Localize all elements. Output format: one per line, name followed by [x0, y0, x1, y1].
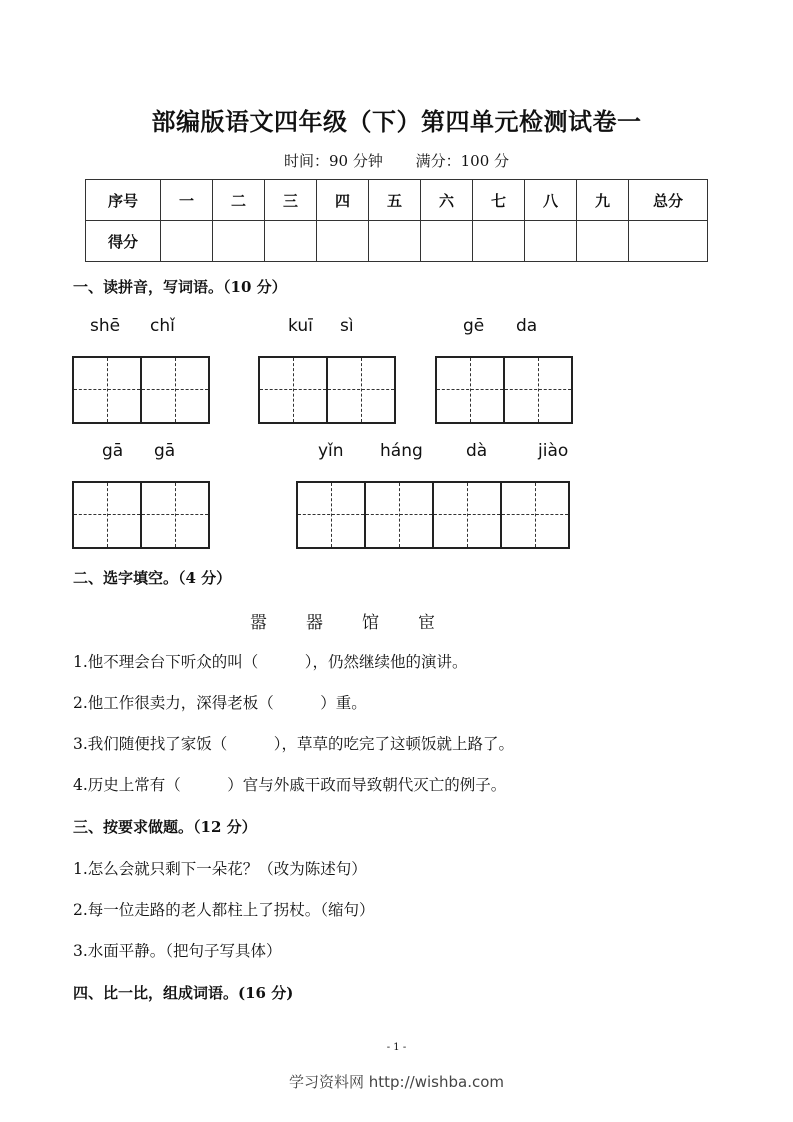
pinyin-syllable: gā — [102, 441, 124, 461]
pinyin-syllable: shē — [90, 316, 121, 336]
score-cell[interactable] — [161, 221, 213, 262]
writing-cell[interactable] — [260, 358, 328, 422]
writing-cell[interactable] — [502, 483, 568, 547]
score-table — [85, 179, 708, 262]
score-header-cell: 序号 — [86, 180, 161, 221]
section-3-heading: 三、按要求做题。（12 分） — [73, 818, 257, 836]
pinyin-syllable: gā — [154, 441, 176, 461]
score-header-cell: 二 — [213, 180, 265, 221]
writing-cell[interactable] — [298, 483, 366, 547]
writing-grid[interactable] — [258, 356, 396, 424]
score-header-cell: 三 — [265, 180, 317, 221]
question-item: 3.我们随便找了家饭（ ），草草的吃完了这顿饭就上路了。 — [73, 735, 515, 753]
writing-cell[interactable] — [505, 358, 571, 422]
pinyin-syllable: gē — [463, 316, 485, 336]
watermark-text: 学习资料网 http://wishba.com — [289, 1073, 504, 1091]
score-cell[interactable] — [525, 221, 577, 262]
score-cell[interactable] — [213, 221, 265, 262]
question-item: 2.他工作很卖力，深得老板（ ）重。 — [73, 694, 367, 712]
writing-cell[interactable] — [142, 483, 208, 547]
writing-grid[interactable] — [72, 481, 210, 549]
writing-grid[interactable] — [435, 356, 573, 424]
score-header-cell: 八 — [525, 180, 577, 221]
writing-cell[interactable] — [366, 483, 434, 547]
question-item: 3.水面平静。（把句子写具体） — [73, 942, 282, 960]
writing-grid[interactable] — [296, 481, 570, 549]
writing-grid[interactable] — [72, 356, 210, 424]
page-title: 部编版语文四年级（下）第四单元检测试卷一 — [151, 107, 642, 136]
choice-character: 器 — [306, 613, 323, 633]
full-score: 满分：100 分 — [415, 152, 510, 170]
pinyin-syllable: háng — [380, 441, 423, 461]
writing-cell[interactable] — [328, 358, 394, 422]
question-item: 1.怎么会就只剩下一朵花？（改为陈述句） — [73, 860, 367, 878]
score-header-cell: 九 — [577, 180, 629, 221]
writing-cell[interactable] — [142, 358, 208, 422]
score-header-cell: 七 — [473, 180, 525, 221]
score-header-cell: 六 — [421, 180, 473, 221]
section-4-heading: 四、比一比，组成词语。(16 分) — [73, 984, 294, 1002]
choice-character: 馆 — [362, 613, 379, 633]
pinyin-syllable: dà — [466, 441, 488, 461]
question-item: 4.历史上常有（ ）官与外戚干政而导致朝代灭亡的例子。 — [73, 776, 507, 794]
score-header-cell: 五 — [369, 180, 421, 221]
pinyin-syllable: yǐn — [318, 441, 344, 461]
score-cell[interactable] — [629, 221, 708, 262]
time-limit: 时间：90 分钟 — [283, 152, 383, 170]
score-cell[interactable] — [421, 221, 473, 262]
writing-cell[interactable] — [74, 483, 142, 547]
choice-character: 嚣 — [250, 613, 267, 633]
pinyin-syllable: sì — [340, 316, 354, 336]
writing-cell[interactable] — [434, 483, 502, 547]
score-table-score-row — [86, 221, 708, 262]
score-cell[interactable] — [577, 221, 629, 262]
score-header-cell: 总分 — [629, 180, 708, 221]
section-1-heading: 一、读拼音，写词语。（10 分） — [73, 278, 287, 296]
question-item: 2.每一位走路的老人都柱上了拐杖。（缩句） — [73, 901, 375, 919]
pinyin-syllable: kuī — [288, 316, 313, 336]
score-cell[interactable] — [473, 221, 525, 262]
score-header-cell: 一 — [161, 180, 213, 221]
score-header-cell: 四 — [317, 180, 369, 221]
score-row-label: 得分 — [86, 221, 161, 262]
writing-cell[interactable] — [74, 358, 142, 422]
exam-info — [0, 150, 793, 171]
question-item: 1.他不理会台下听众的叫（ ），仍然继续他的演讲。 — [73, 653, 468, 671]
choice-character: 宦 — [418, 613, 435, 633]
score-table-header-row — [86, 180, 708, 221]
score-cell[interactable] — [265, 221, 317, 262]
section-2-heading: 二、选字填空。（4 分） — [73, 569, 232, 587]
score-cell[interactable] — [317, 221, 369, 262]
page-number: - 1 - — [386, 1042, 407, 1053]
score-cell[interactable] — [369, 221, 421, 262]
pinyin-syllable: chǐ — [150, 316, 175, 336]
pinyin-syllable: da — [516, 316, 538, 336]
pinyin-syllable: jiào — [538, 441, 569, 461]
writing-cell[interactable] — [437, 358, 505, 422]
